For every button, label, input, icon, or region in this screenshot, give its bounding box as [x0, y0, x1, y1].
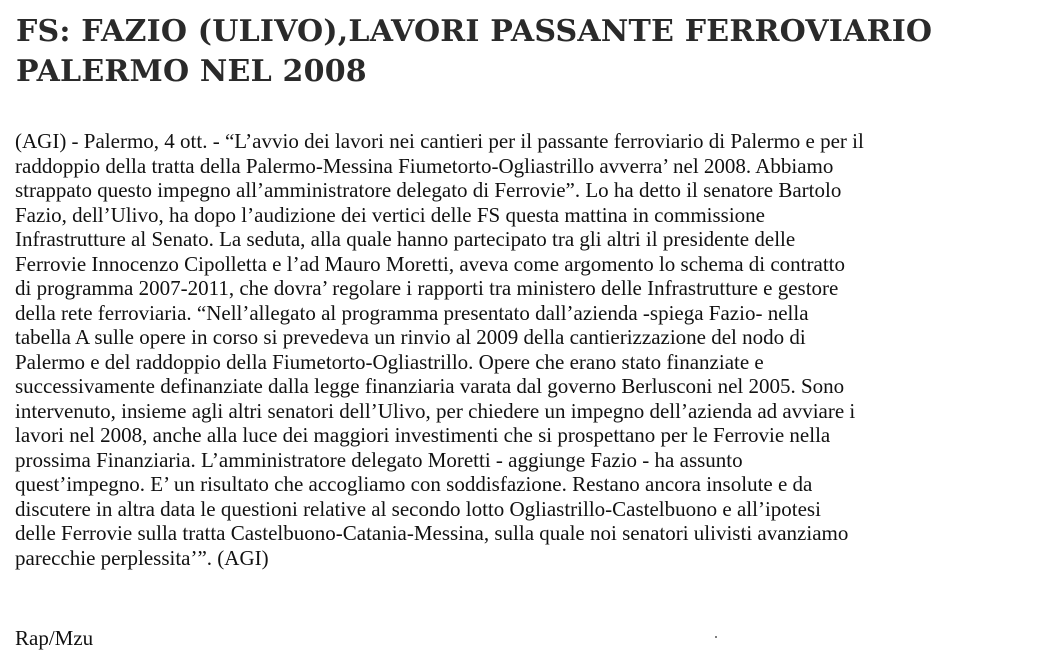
body-line: raddoppio della tratta della Palermo-Messina Fiumetorto-Ogliastrillo avverra’ nel 2008. Abbiamo [15, 153, 834, 178]
body-line: Fazio, dell’Ulivo, ha dopo l’audizione dei vertici delle FS questa mattina in commissione [15, 202, 766, 227]
headline-line-1: FS: FAZIO (ULIVO),LAVORI PASSANTE FERROVIARIO [16, 14, 933, 49]
body-line: di programma 2007-2011, che dovra’ regolare i rapporti tra ministero delle Infrastrutture e gestore [15, 276, 839, 300]
body-line: strappato questo impegno all’amministratore delegato di Ferrovie”. Lo ha detto il senatore Bartolo [15, 178, 842, 202]
body-line: successivamente definanziate dalla legge finanziaria varata dal governo Berlusconi nel 2005. Sono [15, 374, 845, 398]
body-line: lavori nel 2008, anche alla luce dei maggiori investimenti che si prospettano per le Ferrovie nella [15, 423, 831, 447]
body-line: Infrastrutture al Senato. La seduta, alla quale hanno partecipato tra gli altri il presidente delle [15, 227, 796, 251]
body-line: intervenuto, insieme agli altri senatori dell’Ulivo, per chiedere un impegno dell’azienda ad avviare i [15, 398, 856, 423]
body-line: discutere in altra data le questioni relative al secondo lotto Ogliastrillo-Castelbuono e all’ipotesi [15, 496, 821, 521]
body-line: Palermo e del raddoppio della Fiumetorto-Ogliastrillo. Opere che erano stato finanziate e [15, 349, 764, 374]
body-line: della rete ferroviaria. “Nell’allegato al programma presentato dall’azienda -spiega Fazio- nella [15, 300, 809, 325]
body-line: prossima Finanziaria. L’amministratore delegato Moretti - aggiunge Fazio - ha assunto [15, 447, 743, 472]
signature: Rap/Mzu [15, 626, 94, 650]
body-line: Ferrovie Innocenzo Cipolletta e l’ad Mauro Moretti, aveva come argomento lo schema di contratto [15, 251, 846, 276]
scan-speck [715, 636, 717, 638]
article-body [15, 129, 1043, 570]
body-line: quest’impegno. E’ un risultato che accogliamo con soddisfazione. Restano ancora insolute e da [15, 472, 813, 496]
body-line: parecchie perplessita’”. (AGI) [15, 545, 269, 570]
headline [16, 12, 1036, 92]
body-line: (AGI) - Palermo, 4 ott. - “L’avvio dei lavori nei cantieri per il passante ferroviario di Palermo e per il [15, 129, 864, 153]
body-line: delle Ferrovie sulla tratta Castelbuono-Catania-Messina, sulla quale noi senatori ulivisti avanziamo [15, 521, 849, 545]
headline-line-2: PALERMO NEL 2008 [16, 54, 367, 89]
body-line: tabella A sulle opere in corso si prevedeva un rinvio al 2009 della cantierizzazione del nodo di [15, 325, 806, 349]
